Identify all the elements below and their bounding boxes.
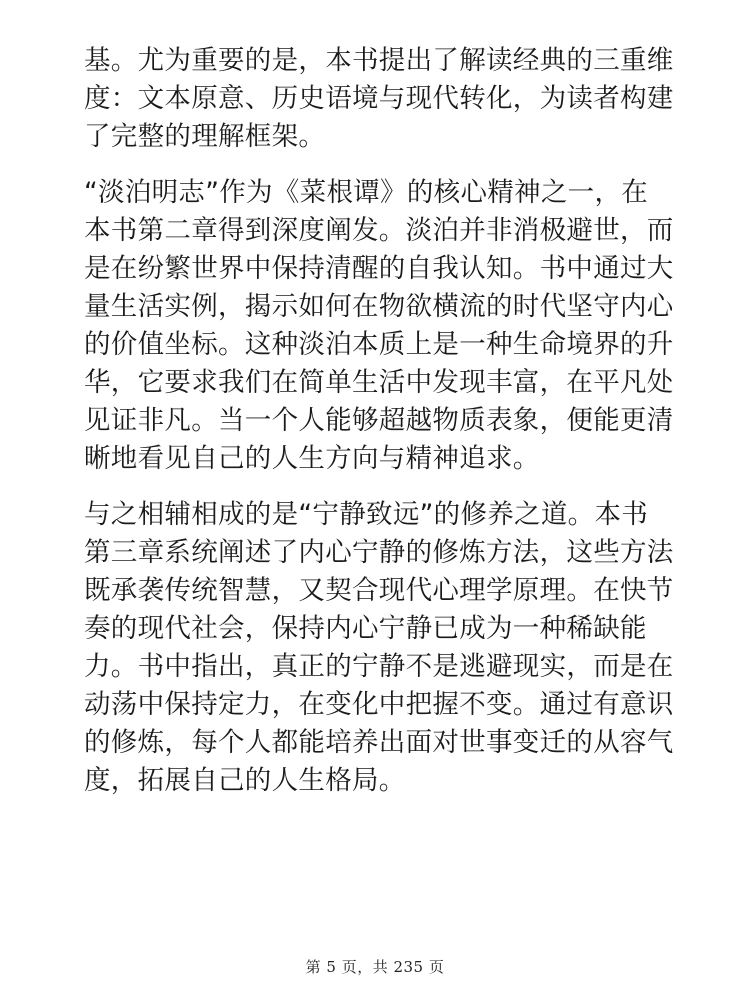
- page-number-footer: 第 5 页，共 235 页: [305, 958, 445, 976]
- paragraph-1: 基。尤为重要的是，本书提出了解读经典的三重维度：文本原意、历史语境与现代转化，为读者构建了完整的理解框架。: [84, 45, 674, 152]
- paragraph-3: 与之相辅相成的是“宁静致远”的修养之道。本书第三章系统阐述了内心宁静的修炼方法，这些方法既承袭传统智慧，又契合现代心理学原理。在快节奏的现代社会，保持内心宁静已成为一种稀缺能力。书中指出，真正的宁静不是逃避现实，而是在动荡中保持定力，在变化中把握不变。通过有意识的修炼，每个人都能培养出面对世事变迁的从容气度，拓展自己的人生格局。: [84, 499, 674, 796]
- body-text: [84, 42, 674, 800]
- paragraph-2: “淡泊明志”作为《菜根谭》的核心精神之一，在本书第二章得到深度阐发。淡泊并非消极避世，而是在纷繁世界中保持清醒的自我认知。书中通过大量生活实例，揭示如何在物欲横流的时代坚守内心的价值坐标。这种淡泊本质上是一种生命境界的升华，它要求我们在简单生活中发现丰富，在平凡处见证非凡。当一个人能够超越物质表象，便能更清晰地看见自己的人生方向与精神追求。: [84, 177, 674, 474]
